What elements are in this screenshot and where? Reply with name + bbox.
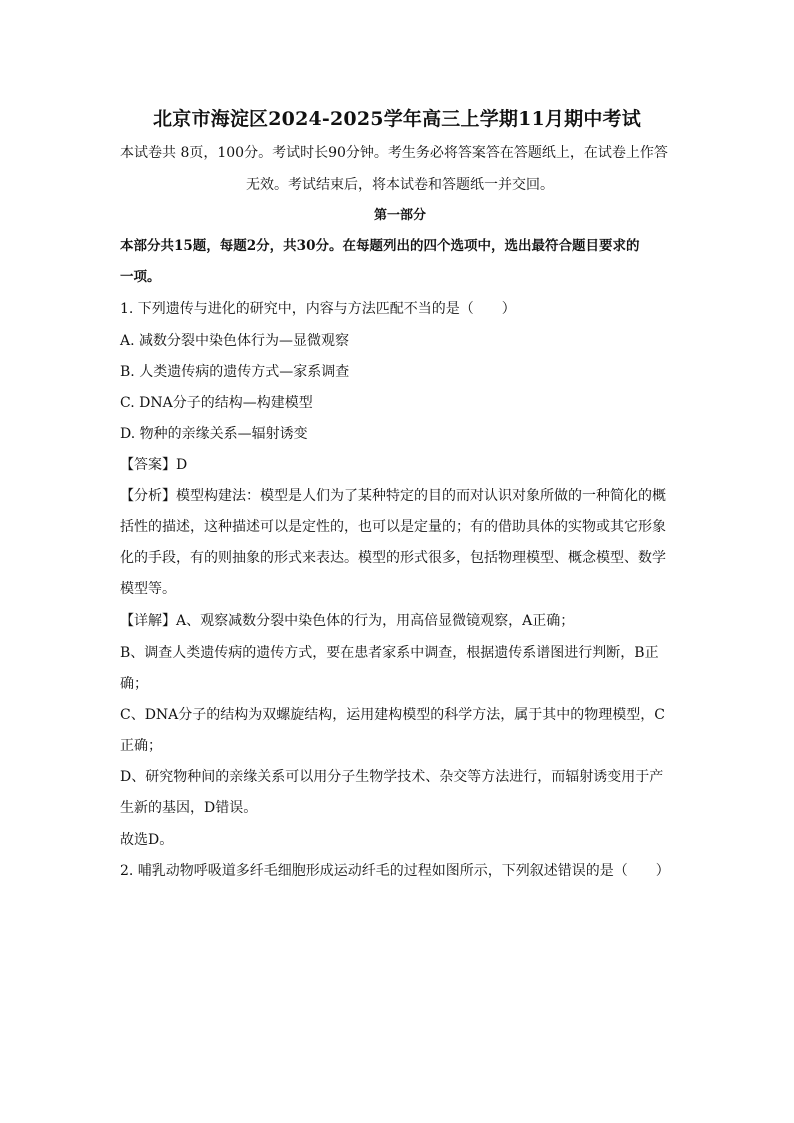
section-instruction-line-1: 本部分共15题，每题2分，共30分。在每题列出的四个选项中，选出最符合题目要求的	[120, 238, 640, 254]
question-1-answer: 【答案】D	[120, 457, 188, 473]
question-2-stem: 2. 哺乳动物呼吸道多纤毛细胞形成运动纤毛的过程如图所示，下列叙述错误的是（ ）	[120, 863, 670, 879]
section-title: 第一部分	[373, 208, 426, 223]
section-instruction-line-2: 一项。	[120, 269, 161, 285]
question-1-detail-c-line-2: 正确；	[120, 738, 162, 754]
question-1-stem: 1. 下列遗传与进化的研究中，内容与方法匹配不当的是（ ）	[120, 301, 516, 317]
question-1-analysis-line-1: 【分析】模型构建法：模型是人们为了某种特定的目的而对认识对象所做的一种简化的概	[120, 488, 666, 504]
question-1-conclusion: 故选D。	[120, 832, 174, 848]
question-1-option-c: C. DNA分子的结构—构建模型	[120, 395, 313, 411]
document-title: 北京市海淀区2024-2025学年高三上学期11月期中考试	[153, 108, 641, 130]
question-1-option-a: A. 减数分裂中染色体行为—显微观察	[120, 333, 350, 349]
question-1-detail-b-line-1: B、调查人类遗传病的遗传方式，要在患者家系中调查，根据遗传系谱图进行判断，B正	[120, 645, 659, 661]
question-1-detail-d-line-1: D、研究物种间的亲缘关系可以用分子生物学技术、杂交等方法进行，而辐射诱变用于产	[120, 769, 664, 785]
question-1-option-b: B. 人类遗传病的遗传方式—家系调查	[120, 364, 350, 380]
question-1-detail-d-line-2: 生新的基因，D错误。	[120, 800, 258, 816]
question-1-detail-c-line-1: C、DNA分子的结构为双螺旋结构，运用建构模型的科学方法，属于其中的物理模型，C	[120, 707, 666, 723]
question-1-option-d: D. 物种的亲缘关系—辐射诱变	[120, 426, 308, 442]
intro-line-2: 无效。考试结束后，将本试卷和答题纸一并交回。	[246, 177, 554, 193]
question-1-analysis-line-3: 化的手段，有的则抽象的形式来表达。模型的形式很多，包括物理模型、概念模型、数学	[120, 550, 666, 566]
intro-line-1: 本试卷共 8页，100分。考试时长90分钟。考生务必将答案答在答题纸上，在试卷上作答	[120, 145, 668, 161]
question-1-analysis-line-2: 括性的描述，这种描述可以是定性的，也可以是定量的；有的借助具体的实物或其它形象	[120, 519, 666, 535]
question-1-detail-a: 【详解】A、观察减数分裂中染色体的行为，用高倍显微镜观察，A正确；	[120, 613, 575, 629]
question-1-analysis-line-4: 模型等。	[120, 581, 176, 597]
question-1-detail-b-line-2: 确；	[120, 676, 148, 692]
